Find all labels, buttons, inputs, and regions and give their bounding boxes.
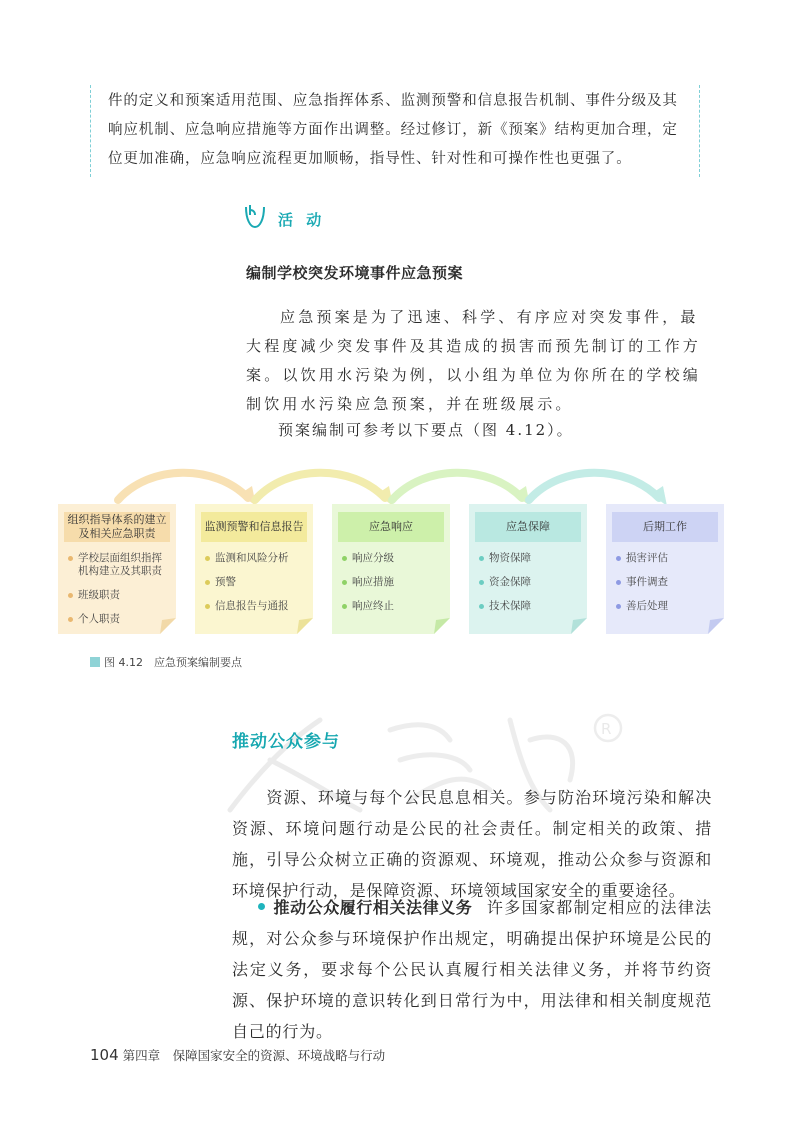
card-title: 应急保障	[475, 512, 581, 542]
card-item: 响应终止	[340, 600, 444, 613]
figure-caption: 图 4.12 应急预案编制要点	[90, 654, 242, 670]
card-item: 资金保障	[477, 576, 581, 589]
bullet-dot	[258, 903, 265, 910]
card-title: 监测预警和信息报告	[201, 512, 307, 542]
card-item: 学校层面组织指挥机构建立及其职责	[66, 552, 170, 578]
section-title: 推动公众参与	[232, 732, 340, 752]
card-response	[332, 504, 450, 634]
card-organization	[58, 504, 176, 634]
card-title: 应急响应	[338, 512, 444, 542]
bullet-title: 推动公众履行相关法律义务	[273, 898, 473, 917]
card-item: 事件调查	[614, 576, 718, 589]
card-item: 信息报告与通报	[203, 600, 307, 613]
card-item: 预警	[203, 576, 307, 589]
page-number: 104	[90, 1046, 119, 1064]
activity-paragraph: 应急预案是为了迅速、科学、有序应对突发事件，最大程度减少突发事件及其造成的损害而预先制订的工作方案。以饮用水污染为例，以小组为单位为你所在的学校编制饮用水污染应急预案，并在班级展示。	[246, 308, 702, 413]
card-support	[469, 504, 587, 634]
activity-reference: 预案编制可参考以下要点（图 4.12）。	[278, 421, 574, 439]
card-title: 组织指导体系的建立及相关应急职责	[64, 512, 170, 542]
intro-text: 件的定义和预案适用范围、应急指挥体系、监测预警和信息报告机制、事件分级及其响应机制、应急响应措施等方面作出调整。经过修订，新《预案》结构更加合理，定位更加准确，应急响应流程更加顺畅，指导性、针对性和可操作性也更强了。	[108, 93, 678, 167]
intro-box	[90, 85, 700, 177]
card-item: 善后处理	[614, 600, 718, 613]
activity-icon	[240, 201, 270, 231]
section-paragraph: 资源、环境与每个公民息息相关。参与防治环境污染和解决资源、环境问题行动是公民的社会责任。制定相关的政策、措施，引导公众树立正确的资源观、环境观，推动公众参与资源和环境保护行动，是保障资源、环境领域国家安全的重要途径。	[232, 788, 712, 900]
card-item: 响应分级	[340, 552, 444, 565]
card-item: 技术保障	[477, 600, 581, 613]
card-monitoring	[195, 504, 313, 634]
card-item: 响应措施	[340, 576, 444, 589]
activity-label: 活 动	[278, 211, 326, 229]
page-footer	[90, 1046, 385, 1064]
card-item: 物资保障	[477, 552, 581, 565]
svg-text:R: R	[601, 720, 612, 738]
card-title: 后期工作	[612, 512, 718, 542]
caption-marker	[90, 657, 100, 667]
plan-diagram	[0, 470, 800, 640]
section-bullet-paragraph: 推动公众履行相关法律义务 许多国家都制定相应的法律法规，对公众参与环境保护作出规定，明确提出保护环境是公民的法定义务，要求每个公民认真履行相关法律义务，并将节约资源、保护环境的意识转化到日常行为中，用法律和相关制度规范自己的行为。	[232, 898, 712, 1041]
card-item: 监测和风险分析	[203, 552, 307, 565]
card-aftermath	[606, 504, 724, 634]
card-item: 个人职责	[66, 613, 170, 626]
activity-title: 编制学校突发环境事件应急预案	[246, 264, 464, 282]
card-item: 损害评估	[614, 552, 718, 565]
chapter-title: 第四章 保障国家安全的资源、环境战略与行动	[122, 1048, 386, 1063]
card-item: 班级职责	[66, 589, 170, 602]
